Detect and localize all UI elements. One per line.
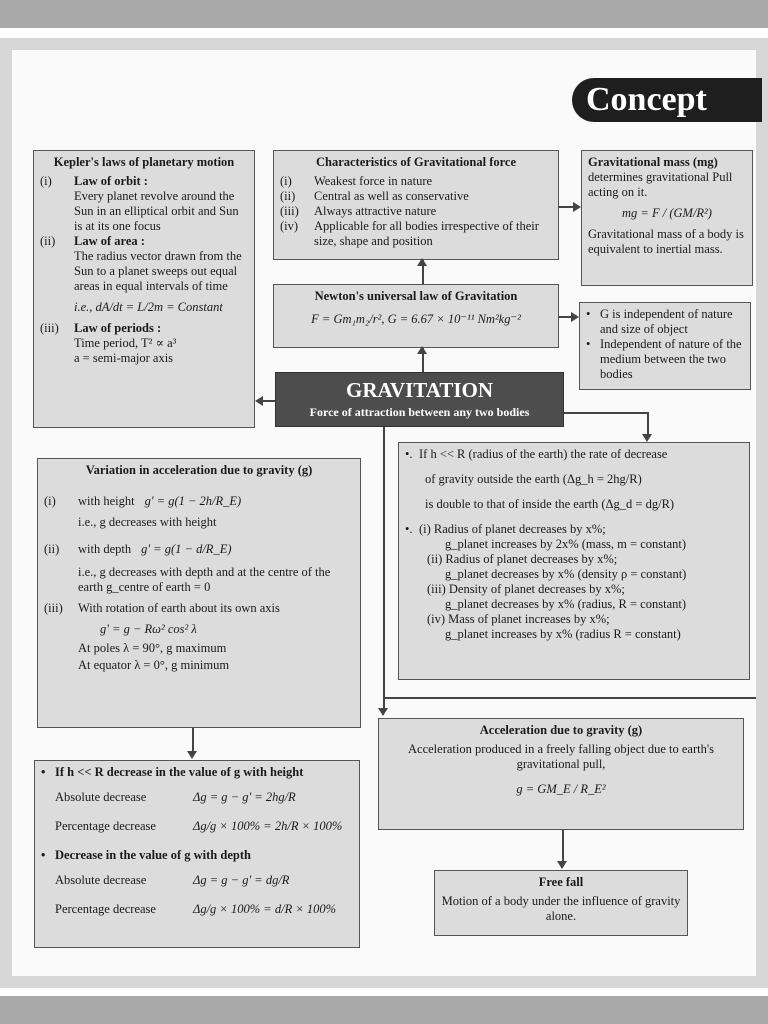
gmass-title: Gravitational mass (mg) <box>588 155 718 169</box>
var-iii-formula: g' = g − Rω² cos² λ <box>100 622 197 636</box>
rate-item: g_planet decreases by x% (radius, R = constant) <box>445 597 687 611</box>
var-i-num: (i) <box>44 494 56 508</box>
characteristics-title: Characteristics of Gravitational force <box>315 155 517 169</box>
arrow-down <box>378 708 388 716</box>
kepler-l2-num: (ii) <box>40 234 56 248</box>
accel-text: Acceleration produced in a freely falling object due to earth's gravitational pull, <box>408 742 714 771</box>
concept-logo: Concept <box>572 78 762 122</box>
dec-h-pct-label: Percentage decrease <box>55 819 156 833</box>
var-ii-note: i.e., g decreases with depth and at the centre of the earth g_centre of earth = 0 <box>78 565 331 594</box>
variation-box <box>37 458 361 728</box>
connector <box>384 697 756 699</box>
dec-h-title: If h << R decrease in the value of g with height <box>55 765 304 779</box>
arrow-down <box>642 434 652 442</box>
char-text: Applicable for all bodies irrespective of their size, shape and position <box>314 219 539 248</box>
gravitation-subtitle: Force of attraction between any two bodies <box>309 405 530 419</box>
var-iii-num: (iii) <box>44 601 63 615</box>
newton-title: Newton's universal law of Gravitation <box>314 289 518 303</box>
rate-item: (iv) Mass of planet increases by x%; <box>427 612 610 626</box>
accel-formula: g = GM_E / R_E² <box>516 782 606 796</box>
dec-d-pct-label: Percentage decrease <box>55 902 156 916</box>
freefall-text: Motion of a body under the influence of gravity alone. <box>441 894 681 923</box>
arrow-up <box>417 258 427 266</box>
acceleration-box <box>378 718 744 830</box>
kepler-l3-text1: Time period, T² ∝ a³ <box>74 336 177 350</box>
connector <box>562 830 564 862</box>
var-i-text: with height <box>78 494 135 508</box>
var-i-formula: g' = g(1 − 2h/R_E) <box>144 494 242 508</box>
newton-box <box>273 284 559 348</box>
arrow-down <box>187 751 197 759</box>
dec-d-abs-label: Absolute decrease <box>55 873 147 887</box>
kepler-l1-num: (i) <box>40 174 52 188</box>
bottom-bar <box>0 996 768 1024</box>
kepler-box <box>33 150 255 428</box>
kepler-l1-title: Law of orbit : <box>74 174 148 188</box>
char-num: (iv) <box>280 219 299 233</box>
rate-item: (iii) Density of planet decreases by x%; <box>427 582 625 596</box>
characteristics-box <box>273 150 559 260</box>
rate-b1-line1: If h << R (radius of the earth) the rate of decrease <box>419 447 668 461</box>
gmass-formula: mg = F / (GM/R²) <box>622 206 712 220</box>
kepler-l3-text2: a = semi-major axis <box>74 351 174 365</box>
var-iii-poles: At poles λ = 90°, g maximum <box>78 641 227 655</box>
dec-h-abs-label: Absolute decrease <box>55 790 147 804</box>
newton-formula: F = Gm₁m₂/r², G = 6.67 × 10⁻¹¹ Nm²kg⁻² <box>311 312 521 326</box>
decrease-box: • If h << R decrease in the value of g with height Absolute decrease Δg = g − g' = 2hg/R Percentage decrease Δg/g × 100% = 2h/R × 100% • Decrease in the value of g with depth Absolute decrease Δg = g − g' = dg/R Percentage decrease Δg/g × 100% = d/R × 100% <box>34 760 360 948</box>
dec-d-title: Decrease in the value of g with depth <box>55 848 251 862</box>
kepler-l2-text: The radius vector drawn from the Sun to a planet sweeps out equal areas in equal intervals of time <box>74 249 242 293</box>
kepler-l2-title: Law of area : <box>74 234 145 248</box>
rate-box: •. If h << R (radius of the earth) the rate of decrease of gravity outside the earth (Δg_h = 2hg/R) is double to that of inside the earth (Δg_d = dg/R) •. (i) Radius of planet decreases by x%; g_planet increases by 2x% (mass, m = constant) (ii) Radius of planet decreases by x%; g_planet decreases by x% (density ρ = constant) (iii) Density of planet decreases by x%; g_planet decreases by x% (radius, R = constant) (iv) Mass of planet increases by x%; g_planet increases by x% (radius R = constant) <box>398 442 750 680</box>
g-constant-box: • G is independent of nature and size of object • Independent of nature of the medium between the two bodies <box>579 302 751 390</box>
kepler-l2-formula: i.e., dA/dt = L/2m = Constant <box>74 300 223 314</box>
accel-title: Acceleration due to gravity (g) <box>479 723 643 737</box>
top-bar <box>0 0 768 28</box>
connector <box>564 412 648 414</box>
variation-title: Variation in acceleration due to gravity (g) <box>85 463 313 477</box>
kepler-title: Kepler's laws of planetary motion <box>53 155 235 169</box>
gconst-item: Independent of nature of the medium between the two bodies <box>600 337 742 381</box>
var-ii-text: with depth <box>78 542 132 556</box>
rate-b2-head: (i) Radius of planet decreases by x%; <box>419 522 606 536</box>
rate-b1-line2: of gravity outside the earth (Δg_h = 2hg/R) <box>425 472 642 486</box>
arrow-up <box>417 346 427 354</box>
dec-d-pct-formula: Δg/g × 100% = d/R × 100% <box>193 902 337 916</box>
arrow-right <box>573 202 581 212</box>
gravitational-mass-box <box>581 150 753 286</box>
char-text: Central as well as conservative <box>314 189 469 203</box>
connector <box>647 412 649 436</box>
rate-b1-line3: is double to that of inside the earth (Δg_d = dg/R) <box>425 497 675 511</box>
rate-item: g_planet decreases by x% (density ρ = constant) <box>445 567 687 581</box>
connector <box>192 728 194 752</box>
var-i-note: i.e., g decreases with height <box>78 515 217 529</box>
char-num: (i) <box>280 174 292 188</box>
arrow-right <box>571 312 579 322</box>
dec-d-abs-formula: Δg = g − g' = dg/R <box>193 873 290 887</box>
dec-h-pct-formula: Δg/g × 100% = 2h/R × 100% <box>193 819 343 833</box>
kepler-l3-num: (iii) <box>40 321 59 335</box>
kepler-l1-text: Every planet revolve around the Sun in an elliptical orbit and Sun is at its one focus <box>74 189 239 233</box>
char-text: Always attractive nature <box>314 204 437 218</box>
rate-item: g_planet increases by x% (radius R = constant) <box>445 627 681 641</box>
var-ii-num: (ii) <box>44 542 60 556</box>
gmass-text1: determines gravitational Pull acting on it. <box>588 170 733 199</box>
char-text: Weakest force in nature <box>314 174 433 188</box>
char-num: (iii) <box>280 204 299 218</box>
kepler-l3-title: Law of periods : <box>74 321 162 335</box>
gconst-item: G is independent of nature and size of object <box>600 307 733 336</box>
freefall-title: Free fall <box>538 875 584 889</box>
rate-item: (ii) Radius of planet decreases by x%; <box>427 552 618 566</box>
var-iii-text: With rotation of earth about its own axis <box>78 601 280 615</box>
gravitation-title: GRAVITATION <box>345 378 494 402</box>
gmass-text2: Gravitational mass of a body is equivalent to inertial mass. <box>588 227 744 256</box>
dec-h-abs-formula: Δg = g − g' = 2hg/R <box>193 790 296 804</box>
rate-item: g_planet increases by 2x% (mass, m = constant) <box>445 537 687 551</box>
var-ii-formula: g' = g(1 − d/R_E) <box>141 542 232 556</box>
connector <box>383 427 385 709</box>
arrow-down <box>557 861 567 869</box>
char-num: (ii) <box>280 189 296 203</box>
freefall-box <box>434 870 688 936</box>
arrow-left <box>255 396 263 406</box>
gravitation-center <box>275 372 564 427</box>
var-iii-equator: At equator λ = 0°, g minimum <box>78 658 230 672</box>
